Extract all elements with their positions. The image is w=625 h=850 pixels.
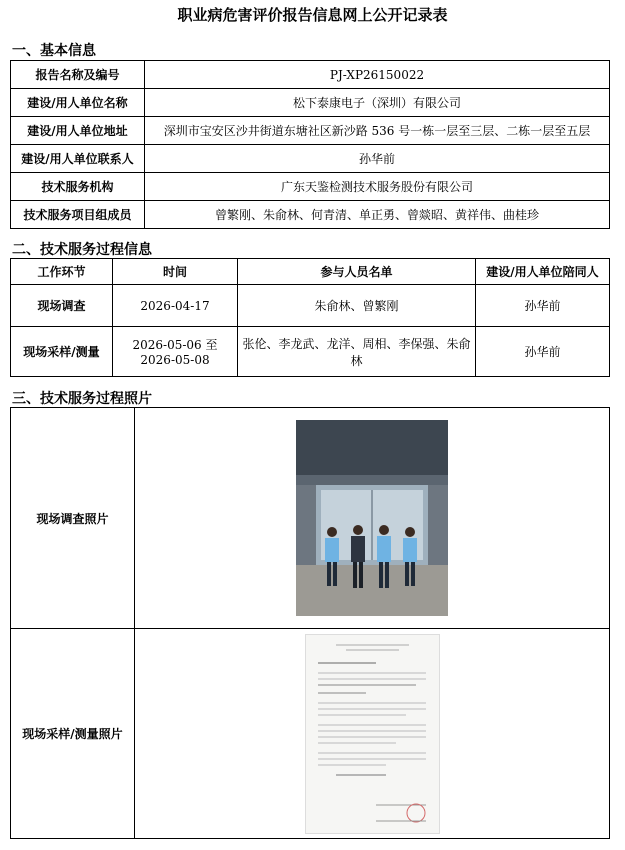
row-value: 曾繁刚、朱俞林、何青清、单正勇、曾燚昭、黄祥伟、曲桂珍: [145, 201, 610, 229]
section-process-info-heading: 二、技术服务过程信息: [12, 242, 152, 258]
basic-info-table: [10, 60, 610, 229]
row-label: 建设/用人单位联系人: [11, 145, 145, 173]
photos-table: [10, 407, 610, 839]
table-row: [11, 408, 610, 629]
row-value: 深圳市宝安区沙井街道东塘社区新沙路 536 号一栋一层至三层、二栋一层至五层: [145, 117, 610, 145]
row-label: 技术服务机构: [11, 173, 145, 201]
photo-label: 现场采样/测量照片: [11, 629, 135, 839]
row-label: 建设/用人单位名称: [11, 89, 145, 117]
stage-cell: 现场调查: [11, 285, 113, 327]
table-row: [11, 145, 610, 173]
column-header: 建设/用人单位陪同人: [476, 259, 610, 285]
row-value: 松下泰康电子（深圳）有限公司: [145, 89, 610, 117]
table-header-row: [11, 259, 610, 285]
sampling-document-photo: [305, 634, 440, 834]
table-row: [11, 61, 610, 89]
section-basic-info-heading: 一、基本信息: [12, 43, 96, 59]
row-value: PJ-XP26150022: [145, 61, 610, 89]
row-label: 建设/用人单位地址: [11, 117, 145, 145]
table-row: [11, 89, 610, 117]
time-cell: 2026-05-06 至 2026-05-08: [113, 327, 238, 377]
table-row: [11, 285, 610, 327]
row-label: 技术服务项目组成员: [11, 201, 145, 229]
table-row: [11, 117, 610, 145]
table-row: [11, 173, 610, 201]
companion-cell: 孙华前: [476, 327, 610, 377]
photo-label: 现场调查照片: [11, 408, 135, 629]
column-header: 工作环节: [11, 259, 113, 285]
site-survey-photo: [296, 420, 448, 616]
page-title: 职业病危害评价报告信息网上公开记录表: [177, 6, 448, 24]
people-cell: 张伦、李龙武、龙洋、周相、李保强、朱俞林: [238, 327, 476, 377]
photo-cell: [135, 408, 610, 629]
column-header: 时间: [113, 259, 238, 285]
row-value: 广东天鉴检测技术服务股份有限公司: [145, 173, 610, 201]
people-cell: 朱俞林、曾繁刚: [238, 285, 476, 327]
table-row: [11, 327, 610, 377]
table-row: [11, 201, 610, 229]
process-info-table: [10, 258, 610, 377]
time-cell: 2026-04-17: [113, 285, 238, 327]
companion-cell: 孙华前: [476, 285, 610, 327]
row-value: 孙华前: [145, 145, 610, 173]
column-header: 参与人员名单: [238, 259, 476, 285]
stage-cell: 现场采样/测量: [11, 327, 113, 377]
photo-cell: [135, 629, 610, 839]
table-row: [11, 629, 610, 839]
row-label: 报告名称及编号: [11, 61, 145, 89]
section-photos-heading: 三、技术服务过程照片: [12, 391, 152, 407]
